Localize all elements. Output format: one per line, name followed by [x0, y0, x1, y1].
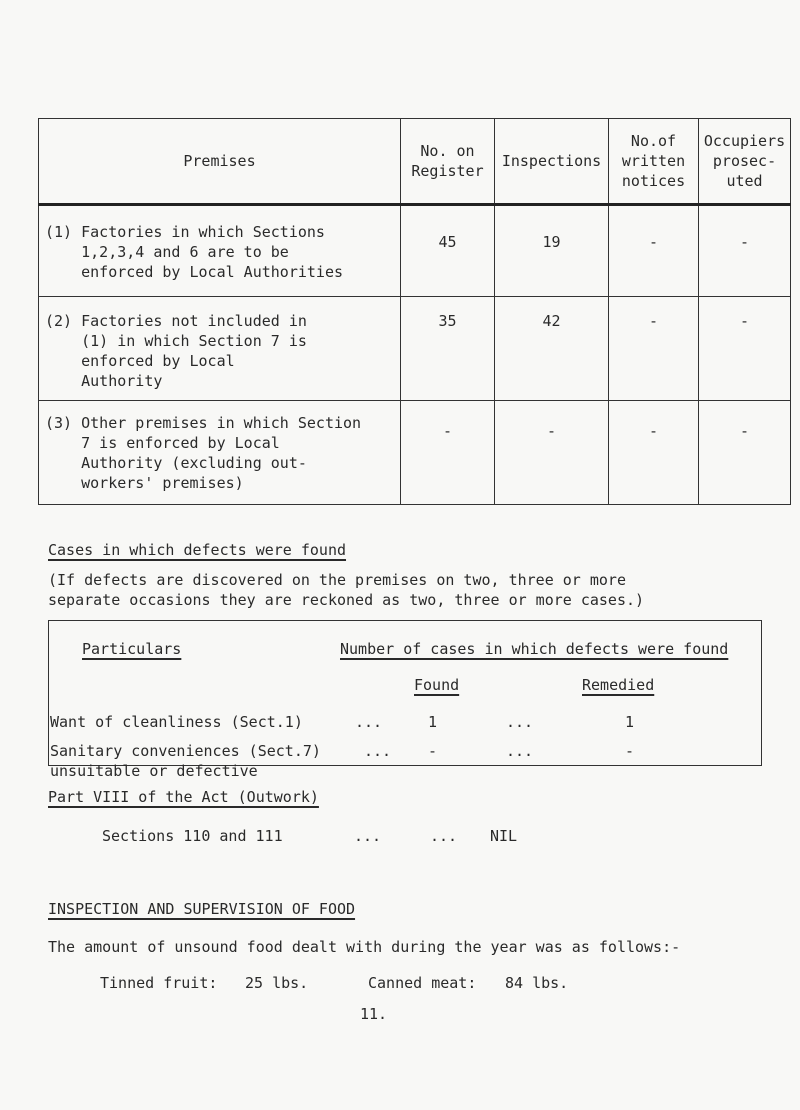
found-label: Found — [414, 676, 460, 694]
defect-row-label-cont: unsuitable or defective — [50, 762, 258, 780]
defect-row-dots: ... — [506, 742, 534, 760]
header-occupiers-line: Occupiers — [703, 132, 786, 150]
defect-row-dots: ... — [506, 713, 534, 731]
remedied-label: Remedied — [582, 676, 655, 694]
defect-row-dots: ... — [364, 742, 392, 760]
premises-table — [38, 118, 791, 505]
outwork-heading: Part VIII of the Act (Outwork) — [48, 788, 319, 806]
page-number: 11. — [360, 1005, 388, 1023]
description-line: Authority (excluding out- — [45, 454, 307, 472]
header-register-line: Register — [411, 162, 484, 180]
canned-meat-label: Canned meat: — [368, 974, 477, 992]
header-occupiers — [699, 119, 791, 205]
row-description — [39, 297, 401, 401]
canned-meat-value: 84 lbs. — [505, 974, 569, 992]
header-notices — [609, 119, 699, 205]
row-description — [39, 205, 401, 297]
description-line: (2) Factories not included in — [45, 312, 307, 330]
tinned-fruit-label: Tinned fruit: — [100, 974, 218, 992]
tinned-fruit-value: 25 lbs. — [245, 974, 309, 992]
defect-row-dots: ... — [355, 713, 383, 731]
table-row — [39, 205, 791, 297]
row-description — [39, 401, 401, 505]
notices-cell: - — [609, 205, 699, 297]
description-line: (1) in which Section 7 is — [45, 332, 307, 350]
description-line: enforced by Local Authorities — [45, 263, 344, 281]
description-line: workers' premises) — [45, 474, 244, 492]
defect-row-label: Sanitary conveniences (Sect.7) — [50, 742, 321, 760]
header-register — [401, 119, 495, 205]
occupiers-cell: - — [699, 401, 791, 505]
notices-cell: - — [609, 297, 699, 401]
outwork-line-label: Sections 110 and 111 — [102, 827, 283, 845]
inspections-cell: 42 — [495, 297, 609, 401]
food-heading: INSPECTION AND SUPERVISION OF FOOD — [48, 900, 356, 918]
defect-found-value: - — [428, 742, 438, 760]
header-occupiers-line: prosec- — [712, 152, 777, 170]
defects-heading: Cases in which defects were found — [48, 541, 347, 559]
table-row — [39, 401, 791, 505]
register-cell: 45 — [401, 205, 495, 297]
defects-note-line: separate occasions they are reckoned as two, three or more cases.) — [48, 591, 645, 609]
description-line: (3) Other premises in which Section — [45, 414, 362, 432]
outwork-dots: ... — [430, 827, 458, 845]
description-line: Authority — [45, 372, 163, 390]
header-notices-line: No.of — [630, 132, 677, 150]
inspections-cell: - — [495, 401, 609, 505]
inspections-cell: 19 — [495, 205, 609, 297]
header-premises: Premises — [39, 119, 401, 205]
particulars-label: Particulars — [82, 640, 182, 658]
food-text: The amount of unsound food dealt with during the year was as follows:- — [48, 938, 681, 956]
description-line: enforced by Local — [45, 352, 235, 370]
defects-note-line: (If defects are discovered on the premises on two, three or more — [48, 571, 626, 589]
defect-found-value: 1 — [428, 713, 438, 731]
description-line: (1) Factories in which Sections — [45, 223, 325, 241]
description-line: 1,2,3,4 and 6 are to be — [45, 243, 289, 261]
occupiers-cell: - — [699, 297, 791, 401]
outwork-dots: ... — [354, 827, 382, 845]
defect-remedied-value: 1 — [625, 713, 635, 731]
header-occupiers-line: uted — [726, 172, 763, 190]
description-line: 7 is enforced by Local — [45, 434, 280, 452]
header-register-line: No. on — [420, 142, 475, 160]
header-notices-line: notices — [621, 172, 686, 190]
defect-remedied-value: - — [625, 742, 635, 760]
number-of-cases-label: Number of cases in which defects were found — [340, 640, 729, 658]
occupiers-cell: - — [699, 205, 791, 297]
header-inspections: Inspections — [495, 119, 609, 205]
table-header-row — [39, 119, 791, 205]
defect-row-label: Want of cleanliness (Sect.1) — [50, 713, 303, 731]
table-row — [39, 297, 791, 401]
outwork-value: NIL — [490, 827, 518, 845]
register-cell: - — [401, 401, 495, 505]
register-cell: 35 — [401, 297, 495, 401]
header-notices-line: written — [621, 152, 686, 170]
notices-cell: - — [609, 401, 699, 505]
